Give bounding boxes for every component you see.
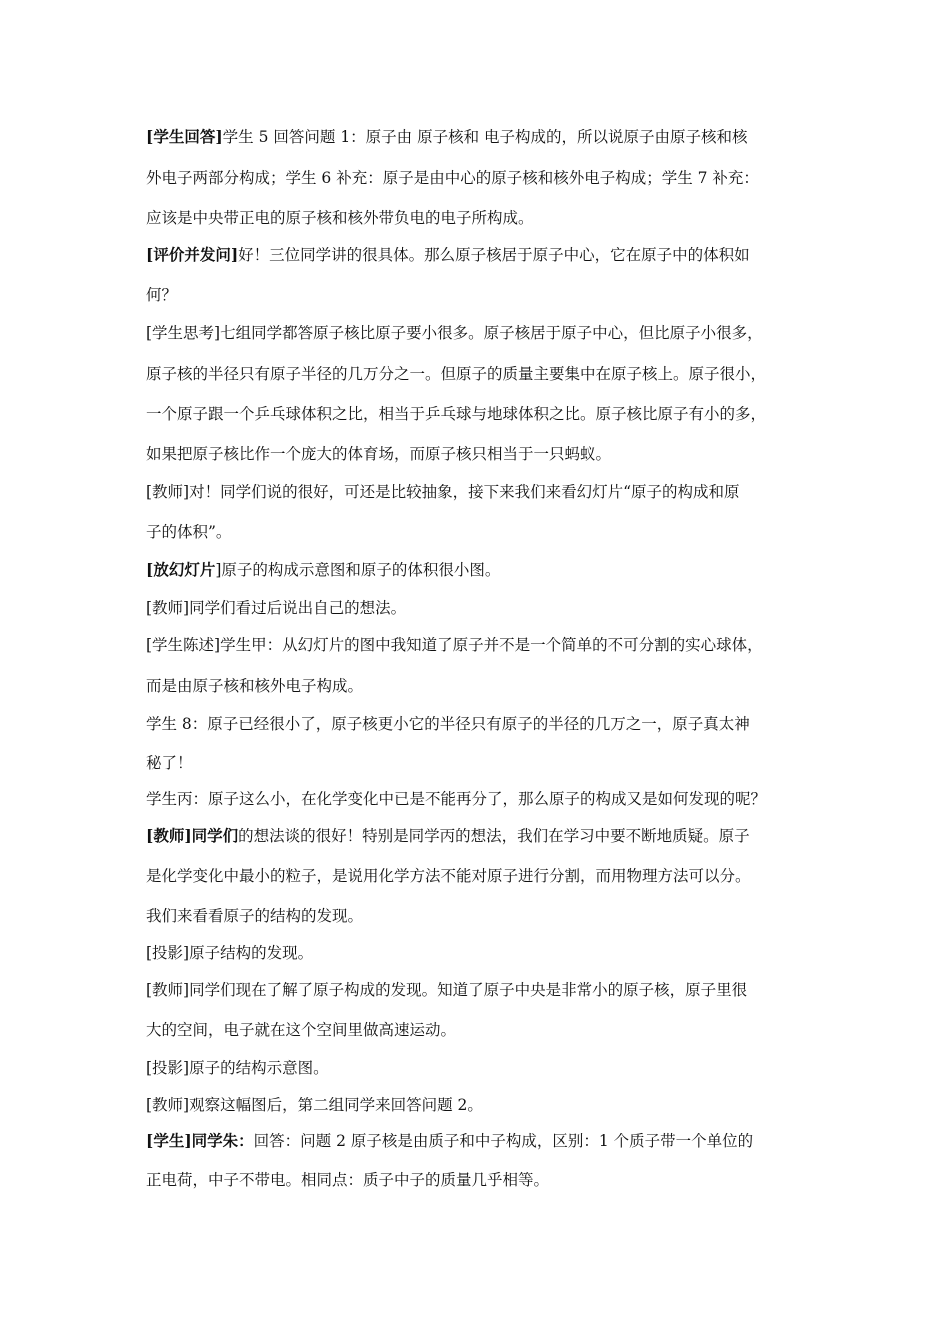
- text-line: 学生 8：原子已经很小了，原子核更小它的半径只有原子的半径的几万之一，原子真太神: [146, 715, 750, 733]
- line-tag: [教师]同学们: [146, 826, 239, 845]
- text-line: [投影]原子的结构示意图。: [146, 1059, 329, 1077]
- text-line: 如果把原子核比作一个庞大的体育场，而原子核只相当于一只蚂蚁。: [146, 445, 612, 463]
- text-line: 正电荷，中子不带电。相同点：质子中子的质量几乎相等。: [146, 1171, 550, 1189]
- text-line: 原子核的半径只有原子半径的几万分之一。但原子的质量主要集中在原子核上。原子很小，: [146, 365, 767, 383]
- text-line: [教师]同学们现在了解了原子构成的发现。知道了原子中央是非常小的原子核，原子里很: [146, 981, 748, 999]
- text-line: [学生陈述]学生甲：从幻灯片的图中我知道了原子并不是一个简单的不可分割的实心球体，: [146, 636, 763, 654]
- line-tag: [学生回答]: [146, 127, 223, 146]
- line-text: 好！三位同学讲的很具体。那么原子核居于原子中心，它在原子中的体积如: [238, 246, 750, 264]
- text-line: 大的空间，电子就在这个空间里做高速运动。: [146, 1021, 457, 1039]
- line-tag: [放幻灯片: [146, 560, 216, 579]
- text-line: 一个原子跟一个乒乓球体积之比，相当于乒乓球与地球体积之比。原子核比原子有小的多，: [146, 405, 767, 423]
- text-line: [146, 127, 748, 147]
- text-line: 是化学变化中最小的粒子，是说用化学方法不能对原子进行分割，而用物理方法可以分。: [146, 867, 751, 885]
- line-text: 的想法谈的很好！特别是同学丙的想法，我们在学习中要不断地质疑。原子: [238, 827, 750, 845]
- text-line: [学生思考]七组同学都答原子核比原子要小很多。原子核居于原子中心，但比原子小很多，: [146, 324, 763, 342]
- line-tag: [学生]同学朱：: [146, 1131, 254, 1150]
- text-line: [146, 1131, 753, 1151]
- text-line: [投影]原子结构的发现。: [146, 944, 314, 962]
- text-line: [教师]观察这幅图后，第二组同学来回答问题 2。: [146, 1096, 483, 1114]
- line-text: 回答：问题 2 原子核是由质子和中子构成，区别：1 个质子带一个单位的: [253, 1132, 754, 1150]
- line-text: ]原子的构成示意图和原子的体积很小图。: [215, 561, 501, 579]
- text-line: 我们来看看原子的结构的发现。: [146, 907, 364, 925]
- text-line: [146, 560, 500, 580]
- text-line: [146, 245, 750, 265]
- text-line: [教师]对！同学们说的很好，可还是比较抽象，接下来我们来看幻灯片“原子的构成和原: [146, 483, 740, 501]
- text-line: 而是由原子核和核外电子构成。: [146, 677, 364, 695]
- line-text: 学生 5 回答问题 1：原子由 原子核和 电子构成的，所以说原子由原子核和核: [222, 128, 748, 146]
- text-line: 何？: [146, 286, 178, 304]
- text-line: 子的体积”。: [146, 523, 232, 541]
- line-tag: [评价并发问]: [146, 245, 239, 264]
- text-line: 应该是中央带正电的原子核和核外带负电的电子所构成。: [146, 209, 534, 227]
- text-line: 秘了！: [146, 754, 193, 772]
- text-line: [教师]同学们看过后说出自己的想法。: [146, 599, 407, 617]
- text-line: 学生丙：原子这么小，在化学变化中已是不能再分了，那么原子的构成又是如何发现的呢？: [146, 790, 767, 808]
- text-line: [146, 826, 750, 846]
- text-line: 外电子两部分构成；学生 6 补充：原子是由中心的原子核和核外电子构成；学生 7 补充：: [146, 169, 759, 187]
